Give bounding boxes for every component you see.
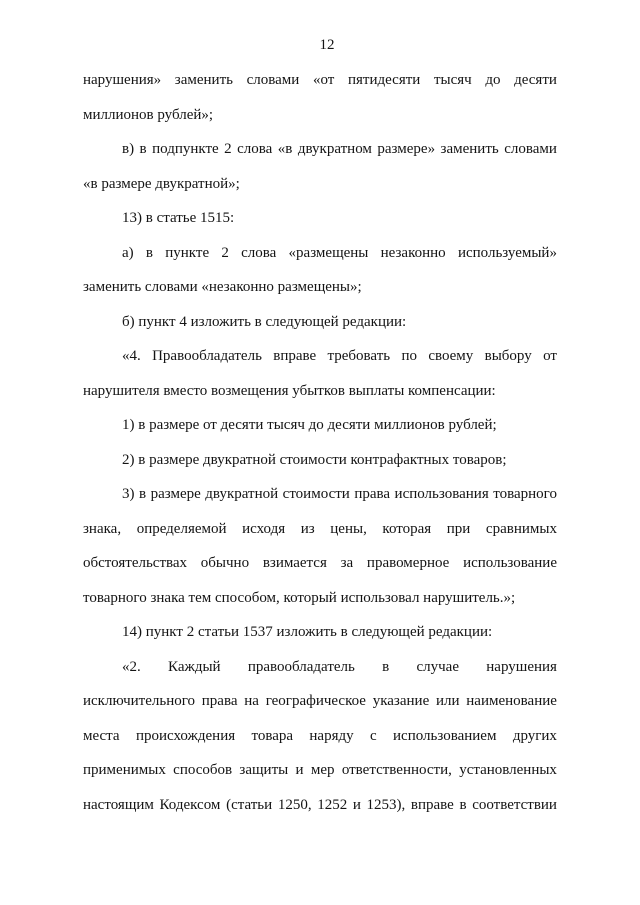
- word: взимается: [262, 555, 327, 571]
- word: применимых: [83, 762, 166, 778]
- word: или: [435, 693, 460, 709]
- paragraph: [83, 201, 557, 236]
- word: от: [543, 348, 557, 364]
- paragraph: [83, 236, 557, 305]
- text-line: [83, 132, 557, 167]
- word: стоимости: [282, 486, 350, 502]
- word: знака,: [83, 520, 122, 537]
- page-number: 12: [319, 37, 335, 53]
- word: тысяч: [433, 72, 472, 88]
- word: двукратной: [205, 486, 279, 502]
- word: а): [122, 244, 134, 261]
- text-line: б) пункт 4 изложить в следующей редакции:: [122, 313, 407, 330]
- word: правообладатель: [247, 658, 355, 675]
- word: других: [512, 727, 557, 744]
- text-line: [83, 650, 557, 685]
- word: пятидесяти: [347, 72, 421, 88]
- word: случае: [416, 658, 460, 675]
- word: «4.: [122, 348, 141, 364]
- word: права: [354, 486, 391, 502]
- word: «размещены: [288, 244, 369, 261]
- word: в: [382, 658, 390, 675]
- word: «в: [277, 141, 293, 157]
- word: места: [83, 727, 120, 744]
- word: в): [122, 141, 135, 157]
- text-line: товарного знака тем способом, который использовал нарушитель.»;: [83, 589, 516, 606]
- word: по: [401, 348, 417, 364]
- word: 2: [221, 244, 229, 261]
- word: (статьи: [226, 796, 273, 813]
- word: слова: [241, 244, 277, 261]
- word: «2.: [122, 658, 141, 675]
- word: размере»: [377, 141, 436, 157]
- word: защиты: [239, 762, 289, 778]
- word: Каждый: [168, 658, 221, 675]
- word: десяти: [514, 72, 557, 88]
- paragraph: [83, 650, 557, 823]
- paragraph: [83, 305, 557, 340]
- word: и: [295, 762, 304, 778]
- text-line: 13) в статье 1515:: [122, 210, 235, 226]
- word: использование: [463, 555, 557, 571]
- word: заменить: [174, 72, 233, 88]
- word: при: [446, 520, 471, 537]
- text-line: [83, 339, 557, 374]
- document-body: [83, 63, 557, 822]
- word: товара: [251, 727, 294, 744]
- word: установленных: [459, 762, 557, 778]
- text-line: [83, 477, 557, 512]
- word: Правообладатель: [152, 348, 262, 364]
- word: до: [485, 72, 501, 88]
- text-line: [83, 512, 557, 547]
- word: пункте: [165, 244, 210, 261]
- word: в: [459, 796, 467, 813]
- word: наименование: [466, 693, 557, 709]
- paragraph: [83, 339, 557, 408]
- text-line: заменить словами «незаконно размещены»;: [83, 279, 362, 295]
- text-line: [83, 719, 557, 754]
- word: 1252: [317, 796, 348, 813]
- word: сравнимых: [485, 520, 557, 537]
- word: правомерное: [366, 555, 450, 571]
- text-line: [83, 684, 557, 719]
- word: определяемой: [136, 520, 227, 537]
- word: использования: [394, 486, 489, 502]
- text-line: [83, 546, 557, 581]
- word: «от: [312, 72, 335, 88]
- word: нарушения: [486, 658, 557, 675]
- word: с: [369, 727, 377, 744]
- word: товарного: [493, 486, 557, 502]
- word: обычно: [200, 555, 250, 571]
- word: словами: [246, 72, 300, 88]
- word: использованием: [393, 727, 497, 744]
- word: 1250,: [277, 796, 312, 813]
- word: выбору: [484, 348, 532, 364]
- word: 1253),: [366, 796, 406, 813]
- text-line: нарушителя вместо возмещения убытков выплаты компенсации:: [83, 382, 496, 399]
- text-line: [83, 788, 557, 823]
- word: слова: [237, 141, 273, 157]
- word: цены,: [330, 520, 367, 537]
- word: настоящим: [83, 796, 154, 813]
- word: происхождения: [135, 727, 236, 744]
- word: права: [201, 693, 238, 709]
- word: незаконно: [380, 244, 446, 261]
- paragraph: [83, 615, 557, 650]
- word: размере: [150, 486, 201, 502]
- word: указание: [372, 693, 430, 709]
- text-line: миллионов рублей»;: [83, 106, 214, 123]
- word: в: [145, 244, 153, 261]
- text-line: «в размере двукратной»;: [83, 175, 240, 192]
- word: в: [139, 486, 147, 502]
- paragraph: [83, 408, 557, 443]
- paragraph: [83, 63, 557, 132]
- word: обстоятельствах: [83, 555, 188, 571]
- paragraph: [83, 132, 557, 201]
- word: вправе: [273, 348, 317, 364]
- paragraph: [83, 477, 557, 615]
- word: исключительного: [83, 693, 196, 709]
- word: подпункте: [152, 141, 219, 157]
- text-line: 2) в размере двукратной стоимости контрафактных товаров;: [122, 451, 507, 468]
- word: наряду: [309, 727, 354, 744]
- paragraph: [83, 443, 557, 478]
- word: исходя: [242, 520, 286, 537]
- word: соответствии: [472, 796, 557, 813]
- text-line: 1) в размере от десяти тысяч до десяти миллионов рублей;: [122, 417, 497, 433]
- word: в: [139, 141, 147, 157]
- word: своему: [428, 348, 474, 364]
- word: вправе: [410, 796, 454, 813]
- word: на: [244, 693, 259, 709]
- word: 2: [224, 141, 232, 157]
- word: Кодексом: [159, 796, 221, 813]
- word: ответственности,: [341, 762, 452, 778]
- word: заменить: [440, 141, 499, 157]
- word: способов: [173, 762, 233, 778]
- word: мер: [310, 762, 335, 778]
- word: двукратном: [297, 141, 372, 157]
- word: нарушения»: [83, 72, 162, 88]
- text-line: 14) пункт 2 статьи 1537 изложить в следующей редакции:: [122, 624, 493, 640]
- word: из: [300, 520, 315, 537]
- text-line: [83, 63, 557, 98]
- word: 3): [122, 486, 135, 502]
- word: и: [352, 796, 361, 813]
- word: требовать: [327, 348, 391, 364]
- text-line: [83, 236, 557, 271]
- word: используемый»: [457, 244, 557, 261]
- text-line: [83, 753, 557, 788]
- word: за: [340, 555, 354, 571]
- word: географическое: [265, 693, 366, 709]
- word: словами: [504, 141, 557, 157]
- word: которая: [382, 520, 432, 537]
